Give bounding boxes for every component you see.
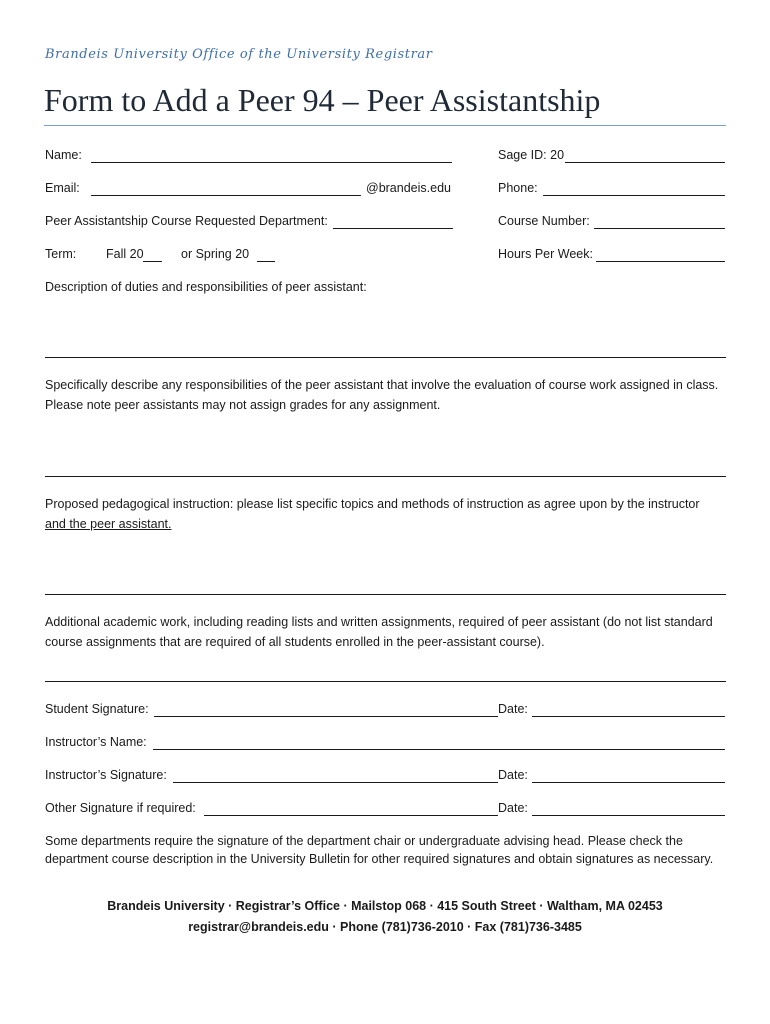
instructor-name-field[interactable] [153, 735, 725, 750]
spring-year-field[interactable] [257, 247, 275, 262]
fall-label: Fall 20 [106, 247, 144, 261]
other-signature-field[interactable] [204, 801, 498, 816]
phone-field[interactable] [543, 181, 725, 196]
hours-field[interactable] [596, 247, 725, 262]
evaluation-text: Specifically describe any responsibilities of the peer assistant that involve the evaluation of course work assigned in class. Please note peer assistants may not assign grades for any assignment. [45, 378, 719, 412]
footer-address: Brandeis University · Registrar’s Office · Mailstop 068 · 415 South Street · Waltham, MA 02453 [107, 899, 663, 913]
fall-year-field[interactable] [143, 247, 162, 262]
sage-id-field[interactable] [565, 148, 725, 163]
name-label: Name: [45, 148, 82, 162]
email-label: Email: [45, 181, 80, 195]
instructor-name-label: Instructor’s Name: [45, 735, 147, 749]
student-signature-label: Student Signature: [45, 702, 149, 716]
hours-label: Hours Per Week: [498, 247, 593, 261]
student-date-label: Date: [498, 702, 528, 716]
pedagogy-text-line1: Proposed pedagogical instruction: please list specific topics and methods of instruction as agree upon by the instructor [45, 497, 700, 511]
additional-response-line[interactable] [45, 681, 726, 682]
term-label: Term: [45, 247, 77, 261]
course-number-label: Course Number: [498, 214, 590, 228]
email-field[interactable] [91, 181, 361, 196]
duties-response-line[interactable] [45, 357, 726, 358]
form-title: Form to Add a Peer 94 – Peer Assistantship [44, 82, 601, 118]
spring-label: or Spring 20 [181, 247, 250, 261]
instructor-signature-field[interactable] [173, 768, 498, 783]
office-heading: Brandeis University Office of the University Registrar [45, 47, 433, 62]
other-date-label: Date: [498, 801, 528, 815]
instructor-date-field[interactable] [532, 768, 725, 783]
department-field[interactable] [333, 214, 453, 229]
evaluation-response-line[interactable] [45, 476, 726, 477]
course-number-field[interactable] [594, 214, 725, 229]
instructor-date-label: Date: [498, 768, 528, 782]
department-note: Some departments require the signature of the department chair or undergraduate advising head. Please check the department course description in the University Bulletin for other required signatures and obtain signatures as necessary. [45, 834, 714, 866]
pedagogy-text-line2: and the peer assistant. [45, 517, 172, 531]
pedagogy-text [45, 494, 730, 534]
phone-label: Phone: [498, 181, 538, 195]
email-domain: @brandeis.edu [366, 181, 451, 195]
sage-id-label: Sage ID: 20 [498, 148, 565, 162]
student-date-field[interactable] [532, 702, 725, 717]
additional-work-text: Additional academic work, including reading lists and written assignments, required of peer assistant (do not list standard course assignments that are required of all students enrolled in the peer-assistant course). [45, 615, 713, 649]
title-rule [44, 125, 726, 126]
other-date-field[interactable] [532, 801, 725, 816]
duties-label: Description of duties and responsibilities of peer assistant: [45, 280, 367, 294]
pedagogy-response-line[interactable] [45, 594, 726, 595]
department-label: Peer Assistantship Course Requested Department: [45, 214, 328, 228]
footer-contact: registrar@brandeis.edu · Phone (781)736-2010 · Fax (781)736-3485 [188, 920, 582, 934]
name-field[interactable] [91, 148, 452, 163]
other-signature-label: Other Signature if required: [45, 801, 196, 815]
instructor-signature-label: Instructor’s Signature: [45, 768, 167, 782]
student-signature-field[interactable] [154, 702, 498, 717]
